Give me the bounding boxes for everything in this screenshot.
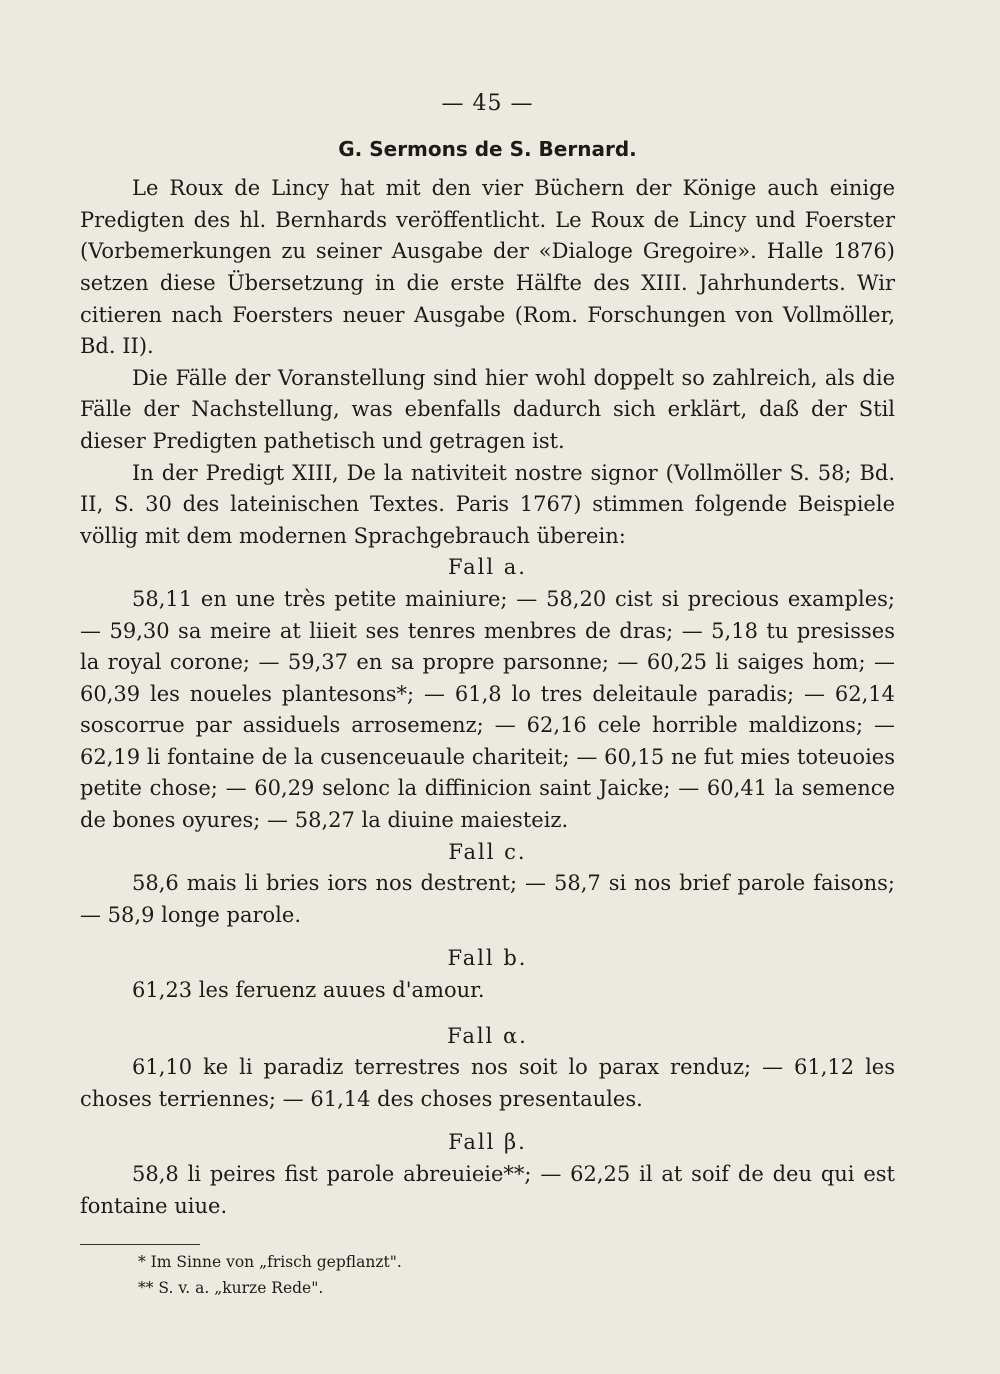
- case-examples-c: 58,6 mais li bries iors nos destrent; — 58,7 si nos brief parole faisons; — 58,9 longe parole.: [80, 871, 895, 927]
- section-heading: G. Sermons de S. Bernard.: [338, 136, 637, 161]
- case-heading-b: Fall b.: [447, 946, 528, 971]
- footnote-1: * Im Sinne von „frisch gepflanzt".: [138, 1253, 402, 1272]
- footnote-2: ** S. v. a. „kurze Rede".: [138, 1279, 324, 1298]
- footnote-divider: [80, 1244, 200, 1245]
- case-heading-c: Fall c.: [448, 839, 527, 864]
- paragraph-voranstellung: Die Fälle der Voranstellung sind hier wohl doppelt so zahlreich, als die Fälle der Nachstellung, was ebenfalls dadurch sich erklärt, daß der Stil dieser Predigten pathetisch und getragen ist.: [80, 365, 895, 453]
- case-heading-alpha: Fall α.: [447, 1023, 528, 1048]
- case-examples-b: 61,23 les feruenz auues d'amour.: [132, 978, 485, 1003]
- paragraph-predigt: In der Predigt XIII, De la nativiteit nostre signor (Vollmöller S. 58; Bd. II, S. 30 des lateinischen Textes. Paris 1767) stimmen folgende Beispiele völlig mit dem modernen Sprachgebrauch überein:: [80, 460, 895, 548]
- case-heading-a: Fall a.: [448, 555, 527, 580]
- footnotes: [80, 1249, 895, 1301]
- case-examples-alpha: 61,10 ke li paradiz terrestres nos soit lo parax renduz; — 61,12 les choses terriennes; — 61,14 des choses presentaules.: [80, 1055, 895, 1111]
- case-heading-beta: Fall β.: [448, 1130, 527, 1155]
- page-number: — 45 —: [441, 91, 534, 116]
- page-content: [80, 88, 895, 1301]
- paragraph-intro: Le Roux de Lincy hat mit den vier Büchern der Könige auch einige Predigten des hl. Bernhards veröffentlicht. Le Roux de Lincy und Foerster (Vorbemerkungen zu seiner Ausgabe der «Dialoge Gregoire». Halle 1876) setzen diese Übersetzung in die erste Hälfte des XIII. Jahrhunderts. Wir citieren nach Foersters neuer Ausgabe (Rom. Forschungen von Vollmöller, Bd. II).: [80, 176, 895, 359]
- case-examples-a: 58,11 en une très petite mainiure; — 58,20 cist si precious examples; — 59,30 sa meire at liieit ses tenres menbres de dras; — 5,18 tu presisses la royal corone; — 59,37 en sa propre parsonne; — 60,25 li saiges hom; — 60,39 les noueles plantesons*; — 61,8 lo tres deleitaule paradis; — 62,14 soscorrue par assiduels arrosemenz; — 62,16 cele horrible maldizons; — 62,19 li fontaine de la cusenceuaule chariteit; — 60,15 ne fut mies toteuoies petite chose; — 60,29 selonc la diffinicion saint Jaicke; — 60,41 la semence de bones oyures; — 58,27 la diuine maiesteiz.: [80, 586, 895, 833]
- case-examples-beta: 58,8 li peires fist parole abreuieie**; — 62,25 il at soif de deu qui est fontaine uiue.: [80, 1162, 895, 1218]
